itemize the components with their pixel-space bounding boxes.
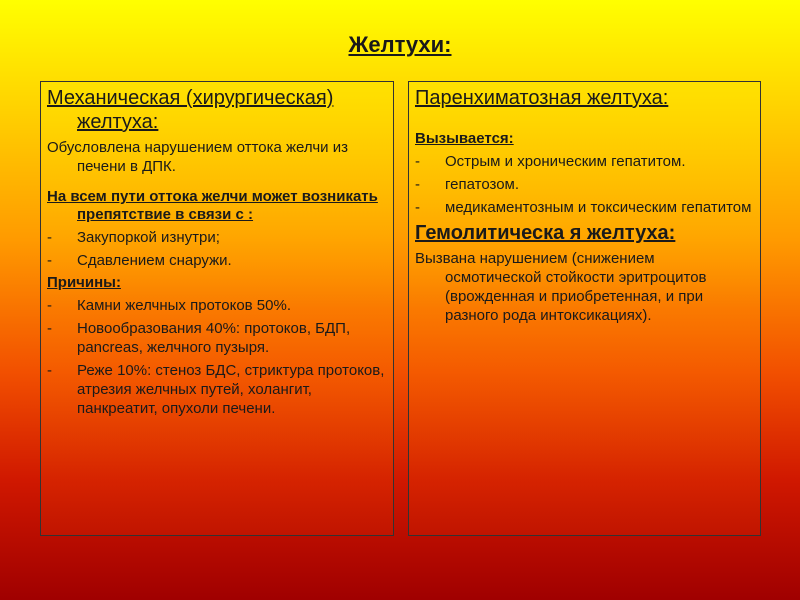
list-item: - Острым и хроническим гепатитом. [415,153,686,170]
causes-heading: Причины: [47,274,121,291]
list-item: - Новообразования 40%: протоков, БДП, pancreas, желчного пузыря. [47,320,351,356]
list-item: - Реже 10%: стеноз БДС, стриктура протоков, атрезия желчных путей, холангит, панкреатит, опухоли печени. [47,362,385,417]
mechanical-heading: Механическая (хирургическая) желтуха: [47,87,334,133]
slide-title: Желтухи: [348,32,452,57]
mechanical-jaundice-box [40,81,394,536]
parenchymal-heading: Паренхиматозная желтуха: [415,87,669,109]
list-item: - Закупоркой изнутри; [47,229,220,246]
list-item: - медикаментозным и токсическим гепатитом [415,199,752,216]
list-item: - Сдавлением снаружи. [47,252,232,269]
list-item: - Камни желчных протоков 50%. [47,297,291,314]
parenchymal-jaundice-box [408,81,761,536]
obstacle-heading: На всем пути оттока желчи может возникать препятствие в связи с : [47,188,378,223]
mechanical-description: Обусловлена нарушением оттока желчи из печени в ДПК. [47,139,348,175]
list-item: - гепатозом. [415,176,520,193]
hemolytic-heading: Гемолитическа я желтуха: [415,222,676,244]
caused-heading: Вызывается: [415,130,514,147]
hemolytic-description: Вызвана нарушением (снижением осмотической стойкости эритроцитов (врожденная и приобретенная, и при разного рода интоксикациях). [415,250,707,324]
